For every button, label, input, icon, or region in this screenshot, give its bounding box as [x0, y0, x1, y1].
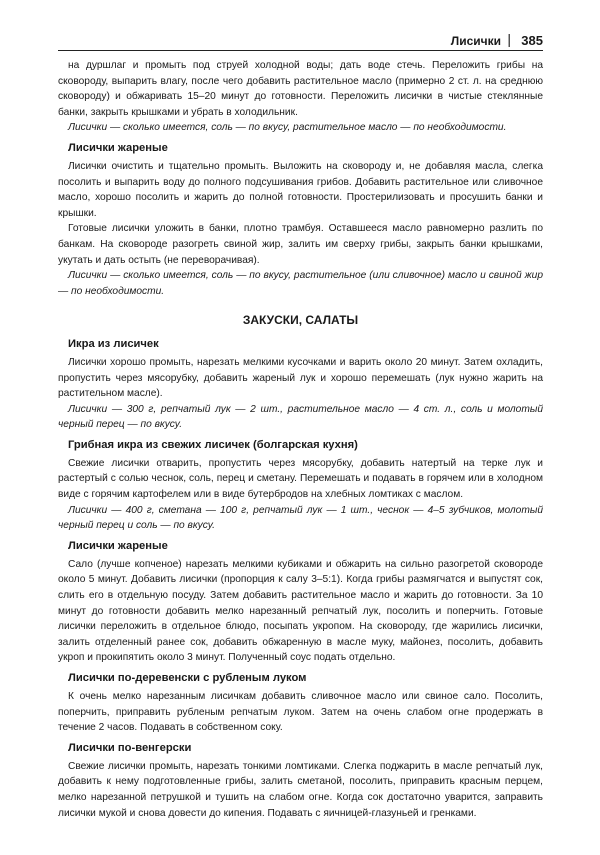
ingredients: Лисички — сколько имеется, соль — по вкусу, растительное масло — по необходимости.: [68, 122, 507, 134]
recipe-title: Лисички по-венгерски: [68, 741, 192, 754]
paragraph: на дуршлаг и промыть под струей холодной воды; дать воде стечь. Переложить грибы на сковороду, выпарить влагу, после чего добавить растительное масло (примерно 2 ст. л. на среднюю сковороду) и обжаривать 15–20 минут до готовности. Переложить лисички в чистые стеклянные банки, закрыть крышками и убрать в холодильник.: [58, 60, 543, 118]
recipe-title: Лисички жареные: [68, 539, 168, 552]
header-separator: |: [507, 31, 511, 47]
page-header: [58, 30, 543, 51]
paragraph: Свежие лисички отварить, пропустить через мясорубку, добавить натертый на терке лук и растертый с солью чеснок, соль, перец и сметану. Перемешать и подавать в горячем или в холодном виде с горячим картофелем или в виде бутербродов на хлебных ломтиках с маслом.: [58, 457, 543, 501]
recipe-title: Грибная икра из свежих лисичек (болгарская кухня): [68, 438, 358, 451]
section-title: ЗАКУСКИ, САЛАТЫ: [242, 313, 359, 328]
page-number: 385: [521, 33, 543, 48]
paragraph: К очень мелко нарезанным лисичкам добавить сливочное масло или свиное сало. Посолить, поперчить, приправить рубленым репчатым луком. Затем на очень слабом огне продержать в течение 2 часов. Подавать в собственном соку.: [58, 691, 543, 734]
page-content: [58, 58, 543, 821]
recipe-title: Лисички по-деревенски с рубленым луком: [68, 672, 307, 684]
recipe-title: Икра из лисичек: [68, 337, 159, 350]
ingredients: Лисички — 400 г, сметана — 100 г, репчатый лук — 1 шт., чеснок — 4–5 зубчиков, молотый черный перец и соль — по вкусу.: [58, 504, 543, 532]
paragraph: Сало (лучше копченое) нарезать мелкими кубиками и обжарить на сильно разогретой сковороде около 5 минут. Добавить лисички (пропорция к салу 3–5:1). Когда грибы размягчатся и выпустят сок, слить его в отдельную посуду. Затем добавить растительное масло и жарить до готовности. За 10 минут до готовности добавить мелко нарезанный репчатый лук, посолить и поперчить. Готовые лисички переложить в отдельное блюдо, посыпать укропом. На сковороду, где жарились лисички, залить отделенный ранее сок, добавить обжаренную в масле муку, майонез, посолить, добавить укроп и прокипятить около 3 минут. Полученный соус подать отдельно.: [58, 558, 543, 664]
paragraph: Лисички хорошо промыть, нарезать мелкими кусочками и варить около 20 минут. Затем охладить, пропустить через мясорубку, добавить жареный лук и хорошо перемешать (лук нужно жарить на растительном масле).: [58, 356, 543, 400]
ingredients: Лисички — сколько имеется, соль — по вкусу, растительное (или сливочное) масло и свиной жир — по необходимости.: [58, 270, 543, 297]
paragraph: Лисички очистить и тщательно промыть. Выложить на сковороду и, не добавляя масла, слегка посолить и выпарить воду до полного подсушивания грибов. Добавить растительное или сливочное масло, хорошо посолить и жарить до полной готовности. Простерилизовать и просушить банки и крышки.: [58, 160, 543, 219]
paragraph: Свежие лисички промыть, нарезать тонкими ломтиками. Слегка поджарить в масле репчатый лук, добавить к нему подготовленные грибы, залить сметаной, посолить, приправить красным перцем, мелко нарезанной петрушкой и тушить на слабом огне. Когда сок достаточно уварится, заправить лисички мукой и снова довести до кипения. Подавать с яичницей-глазуньей и гренками.: [58, 760, 543, 819]
recipe-title: Лисички жареные: [68, 141, 168, 154]
ingredients: Лисички — 300 г, репчатый лук — 2 шт., растительное масло — 4 ст. л., соль и молотый черный перец — по вкусу.: [58, 403, 543, 431]
running-title: Лисички: [450, 34, 501, 48]
paragraph: Готовые лисички уложить в банки, плотно трамбуя. Оставшееся масло равномерно разлить по банкам. На сковороде разогреть свиной жир, залить им сверху грибы, закрыть банки крышками, укутать и дать остыть (не переворачивая).: [58, 223, 543, 266]
